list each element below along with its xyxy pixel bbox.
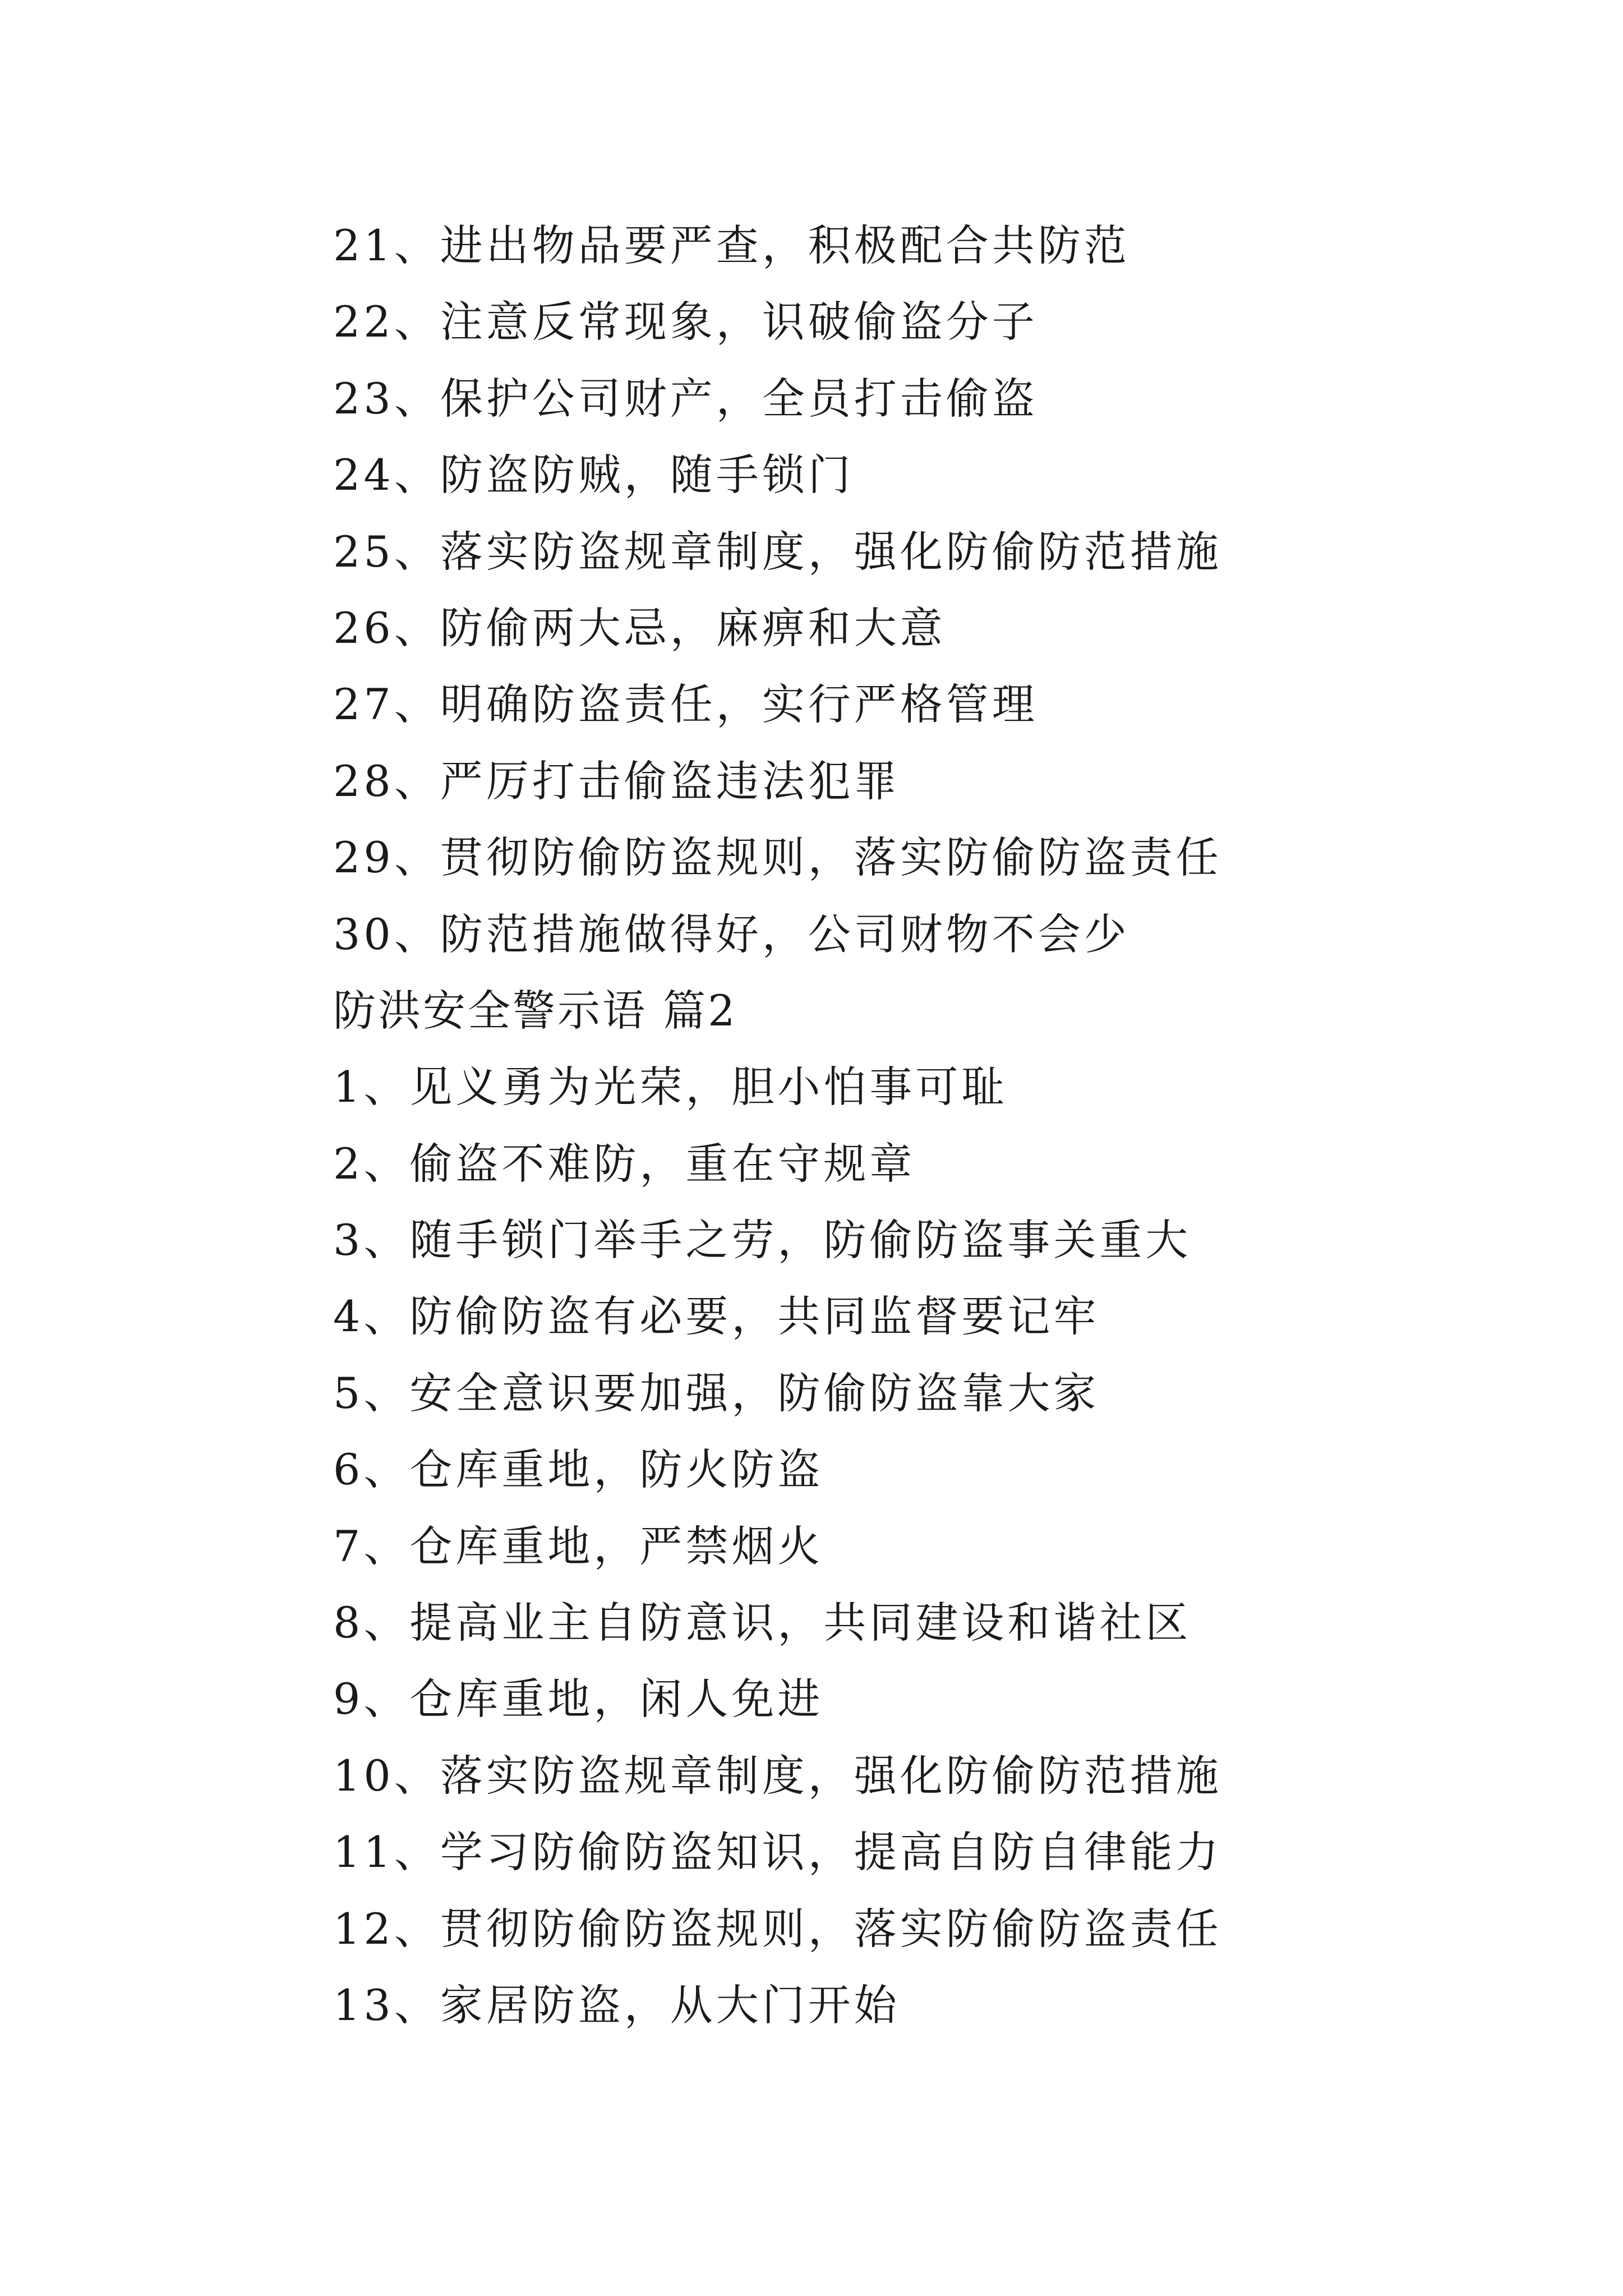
- list-item: 29、贯彻防偷防盗规则，落实防偷防盗责任: [333, 832, 1222, 883]
- list-item: 21、进出物品要严查，积极配合共防范: [333, 220, 1130, 270]
- list-item: 25、落实防盗规章制度，强化防偷防范措施: [333, 526, 1222, 577]
- list-item: 30、防范措施做得好，公司财物不会少: [333, 909, 1130, 959]
- list-item: 9、仓库重地，闲人免进: [333, 1674, 824, 1724]
- section-heading: 防洪安全警示语 篇2: [333, 985, 737, 1036]
- list-item: 27、明确防盗责任，实行严格管理: [333, 679, 1038, 730]
- list-item: 1、见义勇为光荣，胆小怕事可耻: [333, 1062, 1008, 1112]
- list-item: 10、落实防盗规章制度，强化防偷防范措施: [333, 1750, 1222, 1801]
- list-item: 13、家居防盗，从大门开始: [333, 1980, 900, 2030]
- list-item: 8、提高业主自防意识，共同建设和谐社区: [333, 1598, 1192, 1648]
- list-item: 26、防偷两大忌，麻痹和大意: [333, 602, 946, 653]
- list-item: 7、仓库重地，严禁烟火: [333, 1521, 824, 1571]
- list-item: 11、学习防偷防盗知识，提高自防自律能力: [333, 1827, 1222, 1878]
- list-item: 22、注意反常现象，识破偷盗分子: [333, 297, 1038, 347]
- list-item: 3、随手锁门举手之劳，防偷防盗事关重大: [333, 1215, 1192, 1266]
- list-item: 12、贯彻防偷防盗规则，落实防偷防盗责任: [333, 1903, 1222, 1954]
- list-item: 5、安全意识要加强，防偷防盗靠大家: [333, 1368, 1100, 1418]
- list-item: 28、严厉打击偷盗违法犯罪: [333, 756, 900, 806]
- list-item: 24、防盗防贼，随手锁门: [333, 450, 854, 500]
- list-item: 2、偷盗不难防，重在守规章: [333, 1138, 916, 1189]
- document-body: [333, 208, 1511, 2044]
- list-item: 4、防偷防盗有必要，共同监督要记牢: [333, 1291, 1100, 1342]
- list-item: 6、仓库重地，防火防盗: [333, 1444, 824, 1495]
- list-item: 23、保护公司财产，全员打击偷盗: [333, 373, 1038, 424]
